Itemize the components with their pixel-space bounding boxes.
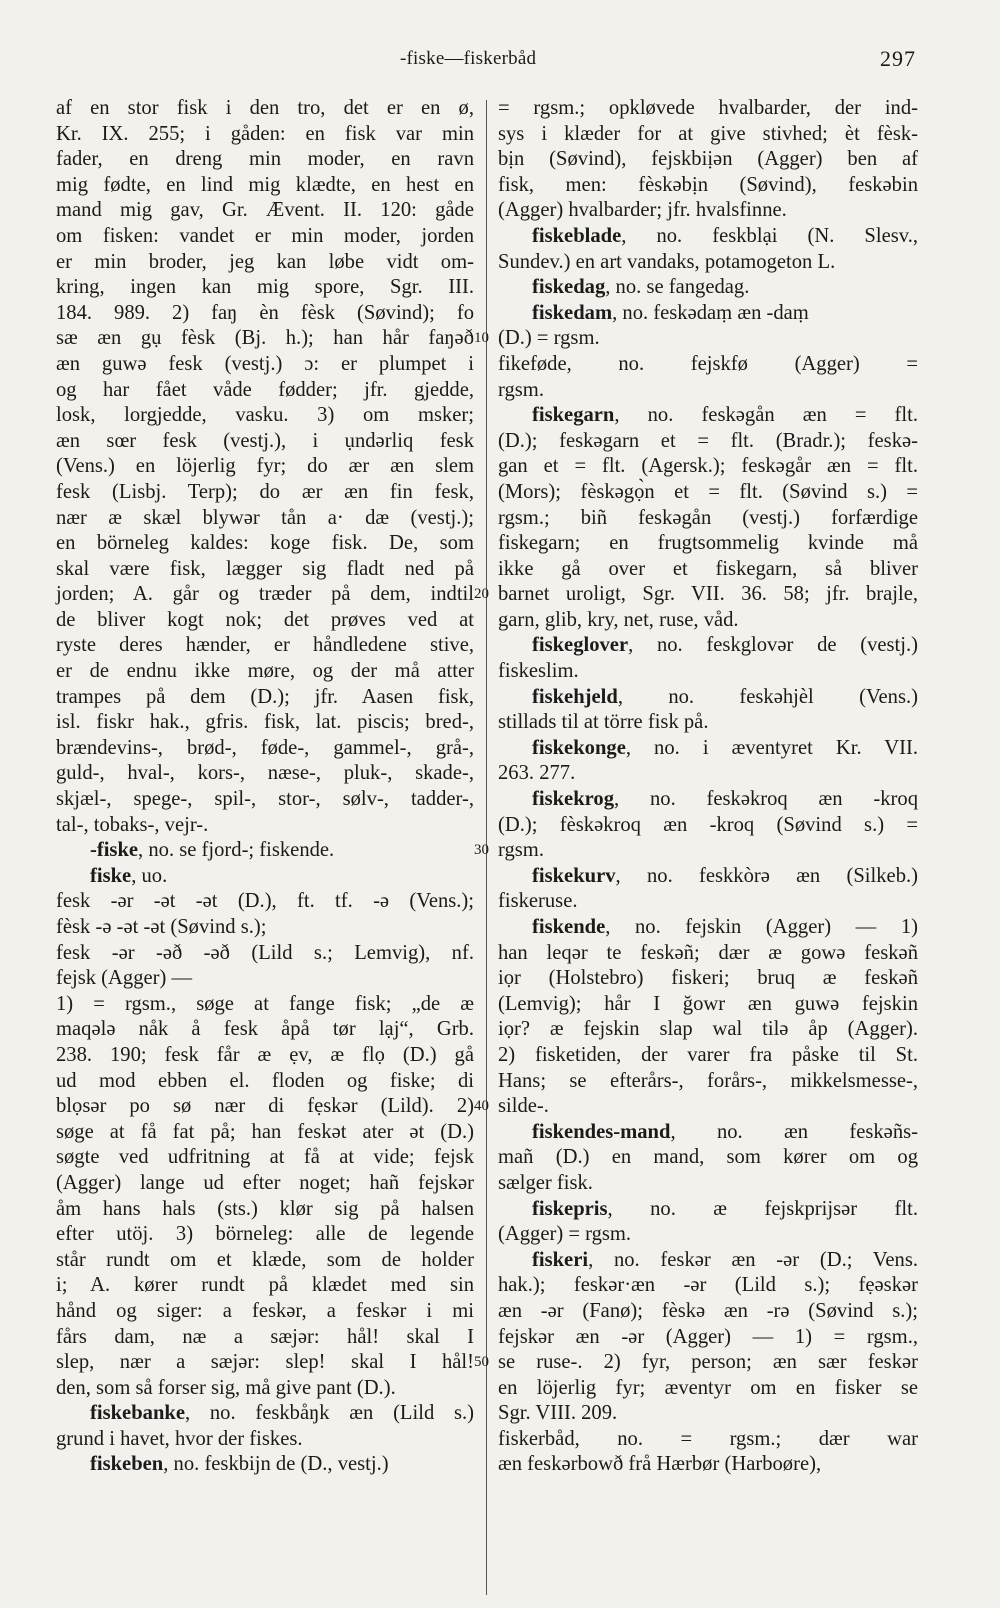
text-line: den, som så forser sig, må give pant (D.). xyxy=(56,1376,396,1399)
headword: fiskedam xyxy=(532,301,613,324)
margin-line-number: 50 xyxy=(474,1354,489,1371)
text-line: (D.); fèskəkroq æn -kroq (Søvind s.) = xyxy=(498,813,918,836)
text-line: æn sœr fesk (vestj.), i ụndərliq fesk xyxy=(56,429,474,452)
text-line: fiskekurv, no. feskkòrə æn (Silkeb.) xyxy=(532,864,918,887)
text-line: 238. 190; fesk får æ ẹv, æ flọ (D.) gå xyxy=(56,1043,474,1066)
text-line: efter utöj. 3) börneleg: alle de legende xyxy=(56,1223,474,1246)
text-line: fiske, uo. xyxy=(90,864,168,887)
headword: fiskekonge xyxy=(532,736,626,759)
text-line: grund i havet, hvor der fiskes. xyxy=(56,1427,303,1450)
text-line: trampes på dem (D.); jfr. Aasen fisk, xyxy=(56,685,474,708)
text-line: rgsm. xyxy=(498,378,544,401)
text-line: er de endnu ikke møre, og der må atter xyxy=(56,660,474,683)
text-line: i; A. kører rundt på klædet med sin xyxy=(56,1274,474,1297)
text-line: fårs dam, næ a sæjər: hål! skal I xyxy=(56,1325,474,1348)
text-line: iọr (Holstebro) fiskeri; bruq æ feskəñ xyxy=(498,967,918,990)
text-line: en löjerlig fyr; æventyr om en fisker se xyxy=(498,1376,918,1399)
left-column xyxy=(56,96,474,1478)
text-line: (Agger) hvalbarder; jfr. hvalsfinne. xyxy=(498,199,787,222)
text-line: nær æ skæl blywər tån a· dæ (vestj.); xyxy=(56,506,474,529)
headword: fiskehjeld xyxy=(532,685,618,708)
text-line: mand mig gav, Gr. Ævent. II. 120: gåde xyxy=(56,199,474,222)
text-line: barnet uroligt, Sgr. VII. 36. 58; jfr. brajle, xyxy=(498,583,918,606)
text-line: losk, lorgjedde, vasku. 3) om msker; xyxy=(56,404,474,427)
text-line: (Agger) lange ud efter noget; hañ fejskər xyxy=(56,1171,474,1194)
text-line: (Lemvig); hår I ğowr æn guwə fejskin xyxy=(498,992,918,1015)
text-line: fiskeruse. xyxy=(498,890,578,913)
text-line: fader, en dreng min moder, en ravn xyxy=(56,148,474,171)
text-line: fesk -ər -əð -əð (Lild s.; Lemvig), nf. xyxy=(56,941,474,964)
headword: -fiske xyxy=(90,839,139,862)
text-line: se ruse-. 2) fyr, person; æn sær feskər xyxy=(498,1351,918,1374)
text-line: sæ æn gụ fèsk (Bj. h.); han hår faŋəð xyxy=(56,327,474,350)
text-line: af en stor fisk i den tro, det er en ø, xyxy=(56,97,474,119)
right-column xyxy=(498,96,918,1478)
headword: fiskedag xyxy=(532,276,606,299)
text-line: 2) fisketiden, der varer fra påske til St. xyxy=(498,1043,918,1066)
text-line: fikeføde, no. fejskfø (Agger) = xyxy=(498,352,918,375)
text-line: (D.) = rgsm. xyxy=(498,327,600,350)
text-line: fiskerbåd, no. = rgsm.; dær war xyxy=(498,1427,918,1450)
text-line: fiskeri, no. feskər æn -ər (D.; Vens. xyxy=(532,1248,918,1271)
headword: fiskendes-mand xyxy=(532,1120,671,1143)
margin-line-number: 40 xyxy=(474,1098,489,1115)
text-line: isl. fiskr hak., gfris. fisk, lat. piscis; bred-, xyxy=(56,711,474,734)
text-line: fiskedag, no. se fangedag. xyxy=(532,276,750,299)
text-line: fiskegarn, no. feskəgån æn = flt. xyxy=(532,404,918,427)
text-line: (D.); feskəgarn et = flt. (Bradr.); feskə- xyxy=(498,429,918,452)
text-line: brændevins-, brød-, føde-, gammel-, grå-, xyxy=(56,736,474,759)
text-line: Sundev.) en art vandaks, potamogeton L. xyxy=(498,250,836,273)
text-line: søge at få fat på; han feskət ater ət (D.) xyxy=(56,1120,474,1143)
text-line: mig fødte, en lind mig klædte, en hest en xyxy=(56,173,474,196)
text-line: fiskende, no. fejskin (Agger) — 1) xyxy=(532,916,918,938)
running-title: -fiske—fiskerbåd xyxy=(400,48,537,69)
text-line: æn guwə fesk (vestj.) ɔ: er plumpet i xyxy=(56,352,474,375)
text-line: Hans; se efterårs-, forårs-, mikkelsmesse-, xyxy=(498,1069,918,1092)
running-head xyxy=(0,44,1000,76)
text-line: gan et = flt. (Agersk.); feskəgår æn = flt. xyxy=(498,455,918,478)
margin-line-number: 20 xyxy=(474,586,489,603)
text-line: fiskeben, no. feskbijn de (D., vestj.) xyxy=(90,1453,389,1476)
text-line: garn, glib, kry, net, ruse, våd. xyxy=(498,608,739,631)
text-line: åm hans hals (sts.) klør sig på halsen xyxy=(56,1197,474,1220)
text-line: fèsk -ə -ət -ət (Søvind s.); xyxy=(56,916,267,938)
text-line: fisk, men: fèskəbịn (Søvind), feskəbin xyxy=(498,173,918,196)
text-line: æn feskərbowð frå Hærbør (Harboøre), xyxy=(498,1453,822,1476)
headword: fiskeri xyxy=(532,1248,589,1271)
text-line: blọsər po sø nær di fẹskər (Lild). 2) xyxy=(56,1095,474,1118)
text-line: fiskedam, no. feskədaṃ æn -daṃ xyxy=(532,301,809,324)
text-line: fejskər æn -ər (Agger) — 1) = rgsm., xyxy=(498,1325,918,1348)
margin-line-number: 10 xyxy=(474,330,489,347)
headword: fiskeglover xyxy=(532,634,629,657)
text-line: = rgsm.; opkløvede hvalbarder, der ind- xyxy=(498,97,918,119)
text-line: 1) = rgsm., søge at fange fisk; „de æ xyxy=(56,992,474,1015)
text-line: guld-, hval-, kors-, næse-, pluk-, skade-, xyxy=(56,762,474,785)
text-line: en börneleg kaldes: koge fisk. De, som xyxy=(56,532,474,555)
text-line: -fiske, no. se fjord-; fiskende. xyxy=(90,839,335,862)
text-line: 184. 989. 2) faŋ èn fèsk (Søvind); fo xyxy=(56,301,474,324)
text-line: han leqər te feskəñ; dær æ gowə feskəñ xyxy=(498,941,918,964)
text-line: mañ (D.) en mand, som kører om og xyxy=(498,1146,918,1169)
headword: fiskeben xyxy=(90,1453,164,1476)
text-line: rgsm.; biñ feskəgån (vestj.) forfærdige xyxy=(498,506,918,529)
text-line: fiskekrog, no. feskəkroq æn -kroq xyxy=(532,788,918,811)
page-number: 297 xyxy=(880,46,916,71)
text-line: slep, nær a sæjər: slep! skal I hål! xyxy=(56,1351,474,1374)
margin-line-number: 30 xyxy=(474,842,489,859)
text-line: tal-, tobaks-, vejr-. xyxy=(56,813,209,836)
headword: fiskekurv xyxy=(532,864,616,887)
text-line: Kr. IX. 255; i gåden: en fisk var min xyxy=(56,122,474,145)
headword: fiske xyxy=(90,864,132,887)
text-line: fiskeblade, no. feskblại (N. Slesv., xyxy=(532,224,918,247)
text-line: søgte ved udfritning at få at vide; fejsk xyxy=(56,1146,474,1169)
headword: fiskeblade xyxy=(532,224,622,247)
text-line: og har fået våde fødder; jfr. gjedde, xyxy=(56,378,474,401)
text-line: hånd og siger: a feskər, a feskər i mi xyxy=(56,1299,474,1322)
headword: fiskekrog xyxy=(532,788,615,811)
text-line: (Mors); fèskəgọ̀n et = flt. (Søvind s.) = xyxy=(498,480,918,503)
text-line: fiskebanke, no. feskbåŋk æn (Lild s.) xyxy=(90,1402,474,1425)
text-line: fiskehjeld, no. feskəhjèl (Vens.) xyxy=(532,685,918,708)
text-line: iọr? æ fejskin slap wal tilə åp (Agger). xyxy=(498,1018,918,1041)
text-line: 263. 277. xyxy=(498,762,576,785)
text-line: skjæl-, spege-, spil-, stor-, sølv-, tadder-, xyxy=(56,788,474,811)
text-line: sælger fisk. xyxy=(498,1171,593,1194)
text-line: står rundt om et klæde, som de holder xyxy=(56,1248,474,1271)
text-line: Sgr. VIII. 209. xyxy=(498,1402,618,1425)
text-line: fiskekonge, no. i æventyret Kr. VII. xyxy=(532,736,918,759)
text-line: fejsk (Agger) — xyxy=(56,967,193,990)
text-line: bịn (Søvind), fejskbiịən (Agger) ben af xyxy=(498,148,918,171)
text-line: fesk (Lisbj. Terp); do ær æn fin fesk, xyxy=(56,480,474,503)
headword: fiskende xyxy=(532,916,606,938)
text-line: maqələ nåk å fesk åpå tør lạj“, Grb. xyxy=(56,1018,474,1041)
headword: fiskegarn xyxy=(532,404,615,427)
text-line: kring, ingen kan mig spore, Sgr. III. xyxy=(56,276,474,299)
text-line: rgsm. xyxy=(498,839,544,862)
text-line: fiskeslim. xyxy=(498,660,579,683)
text-line: ud mod ebben el. floden og fiske; di xyxy=(56,1069,474,1092)
text-line: er min broder, jeg kan løbe vidt om- xyxy=(56,250,474,273)
text-line: ryste deres hænder, er håndledene stive, xyxy=(56,634,474,657)
text-line: skal være fisk, lægger sig fladt ned på xyxy=(56,557,474,580)
text-line: silde-. xyxy=(498,1095,549,1118)
text-line: fesk -ər -ət -ət (D.), ft. tf. -ə (Vens.); xyxy=(56,890,474,913)
text-line: sys i klæder for at give stivhed; èt fèsk- xyxy=(498,122,918,145)
text-line: ikke gå over et fiskegarn, så bliver xyxy=(498,557,918,580)
headword: fiskepris xyxy=(532,1197,608,1220)
text-line: stillads til at törre fisk på. xyxy=(498,711,709,734)
text-line: (Vens.) en löjerlig fyr; do ær æn slem xyxy=(56,455,474,478)
headword: fiskebanke xyxy=(90,1402,185,1425)
text-line: jorden; A. går og træder på dem, indtil xyxy=(56,583,474,606)
text-line: fiskepris, no. æ fejskprijsər flt. xyxy=(532,1197,918,1220)
text-line: fiskendes-mand, no. æn feskəñs- xyxy=(532,1120,918,1143)
text-line: hak.); feskər·æn -ər (Lild s.); fẹəskər xyxy=(498,1274,918,1297)
text-line: (Agger) = rgsm. xyxy=(498,1223,632,1246)
text-line: fiskegarn; en frugtsommelig kvinde må xyxy=(498,532,918,555)
text-line: de bliver kogt nok; det prøves ved at xyxy=(56,608,474,631)
text-line: fiskeglover, no. feskglovər de (vestj.) xyxy=(532,634,918,657)
text-line: æn -ər (Fanø); fèskə æn -rə (Søvind s.); xyxy=(498,1299,918,1322)
text-line: om fisken: vandet er min moder, jorden xyxy=(56,224,474,247)
